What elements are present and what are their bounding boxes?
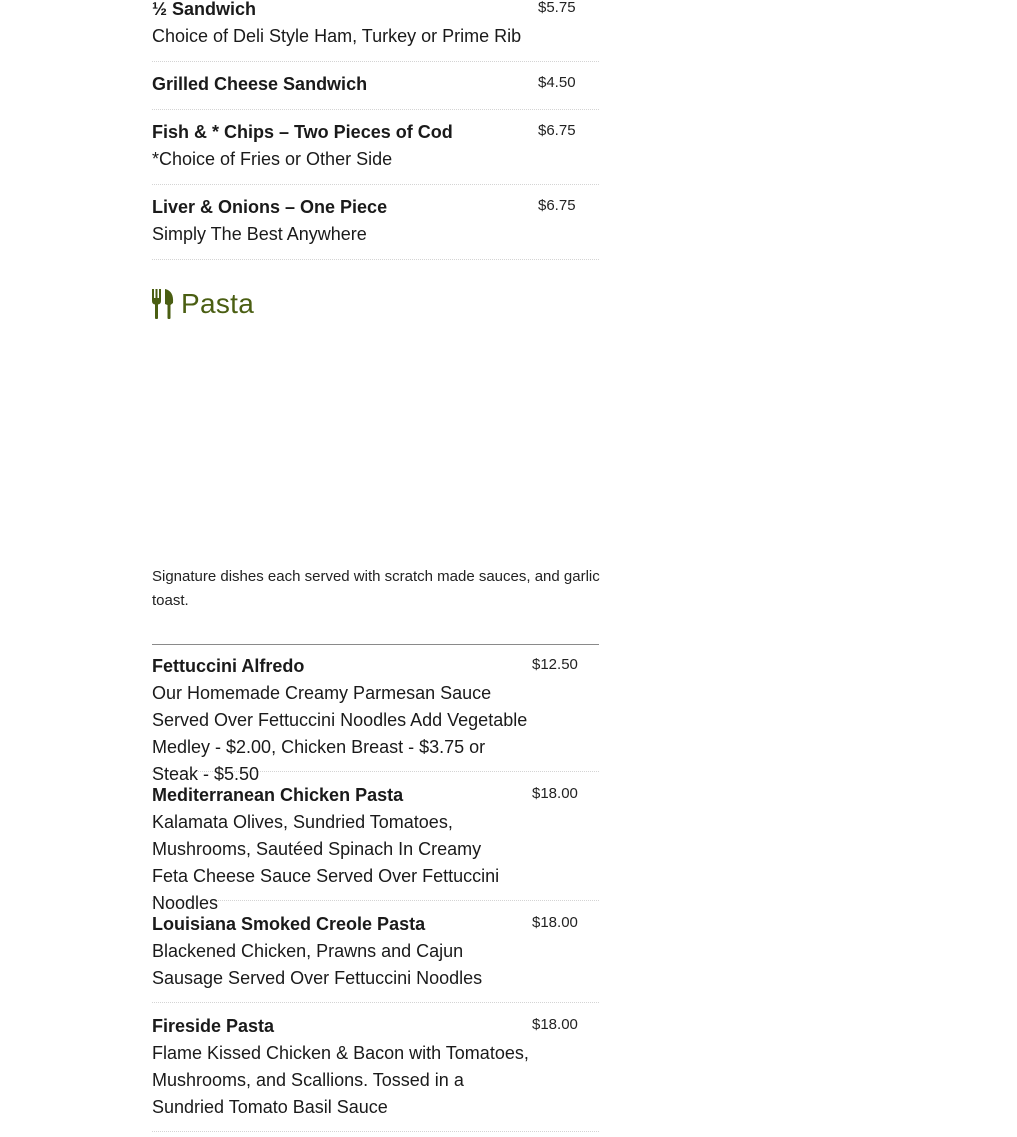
- section-heading: [152, 284, 254, 324]
- menu-item: [152, 911, 599, 1003]
- item-name: Louisiana Smoked Creole Pasta: [152, 914, 426, 934]
- item-description: *Choice of Fries or Other Side: [152, 149, 393, 169]
- item-price: $5.75: [538, 0, 576, 16]
- item-name: Grilled Cheese Sandwich: [152, 74, 368, 94]
- item-name: ½ Sandwich: [152, 0, 257, 19]
- item-price: $6.75: [538, 197, 576, 214]
- item-price: $12.50: [532, 656, 578, 673]
- item-price: $6.75: [538, 122, 576, 139]
- section-divider: [152, 644, 599, 645]
- menu-item: [152, 119, 599, 185]
- menu-item: [152, 782, 599, 913]
- section-intro: Signature dishes each served with scratch made sauces, and garlic toast.: [152, 568, 600, 609]
- menu-item: [152, 1013, 599, 1132]
- section-title: Pasta: [181, 288, 255, 319]
- item-name: Mediterranean Chicken Pasta: [152, 785, 404, 805]
- menu-item: [152, 194, 599, 260]
- menu-item: [152, 653, 599, 784]
- item-name: Fish & * Chips – Two Pieces of Cod: [152, 122, 453, 142]
- item-description: Blackened Chicken, Prawns and Cajun Sausage Served Over Fettuccini Noodles: [152, 941, 483, 988]
- menu-item: [152, 71, 599, 110]
- item-description: Choice of Deli Style Ham, Turkey or Prime Rib: [152, 26, 522, 46]
- item-description: Kalamata Olives, Sundried Tomatoes, Mushrooms, Sautéed Spinach In Creamy Feta Cheese Sauce Served Over Fettuccini Noodles: [152, 812, 500, 913]
- item-description: Our Homemade Creamy Parmesan Sauce Served Over Fettuccini Noodles Add Vegetable Medley - $2.00, Chicken Breast - $3.75 or Steak - $5.50: [152, 683, 528, 784]
- item-price: $4.50: [538, 74, 576, 91]
- item-name: Fireside Pasta: [152, 1016, 275, 1036]
- item-name: Fettuccini Alfredo: [152, 656, 305, 676]
- item-description: Flame Kissed Chicken & Bacon with Tomatoes, Mushrooms, and Scallions. Tossed in a Sundried Tomato Basil Sauce: [152, 1043, 529, 1117]
- fork-knife-icon: [152, 289, 174, 319]
- item-name: Liver & Onions – One Piece: [152, 197, 388, 217]
- menu-item: [152, 0, 599, 62]
- item-description: Simply The Best Anywhere: [152, 224, 367, 244]
- item-price: $18.00: [532, 1016, 578, 1033]
- item-price: $18.00: [532, 785, 578, 802]
- item-price: $18.00: [532, 914, 578, 931]
